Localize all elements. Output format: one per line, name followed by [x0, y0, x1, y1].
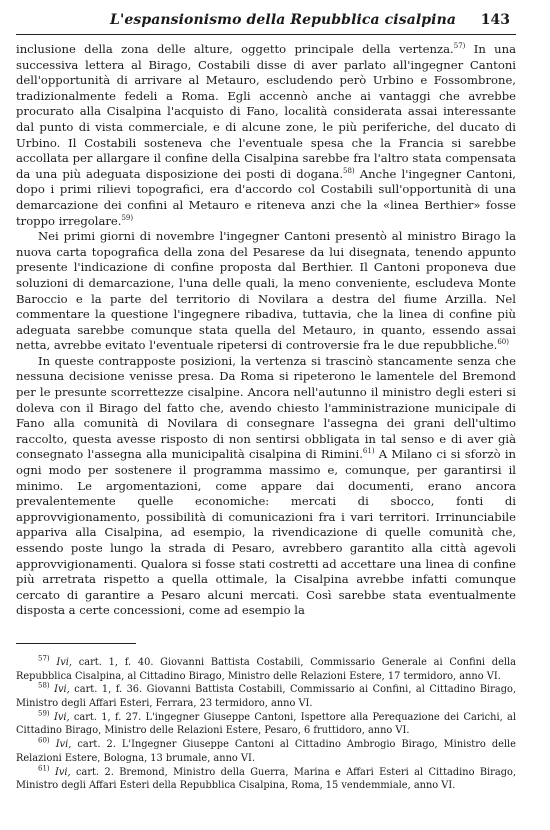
- footnote-marker: 58): [343, 166, 355, 175]
- footnote-marker: 57): [453, 42, 466, 51]
- footnote-text: cart. 1, f. 27. L'ingegner Giuseppe Cantoni, Ispettore alla Perequazione dei Carichi, al Cittadino Birago, Ministro delle Relazioni Estere, Pesaro, 6 fruttidoro, anno VI.: [16, 711, 516, 737]
- footnote-text: cart. 2. Bremond, Ministro della Guerra, Marina e Affari Esteri al Cittadino Birago, Ministro degli Affari Esteri della Repubblica Cisalpina, Roma, 15 vendemmiale, anno VI.: [16, 766, 516, 792]
- text-run: inclusione della zona delle alture, oggetto principale della vertenza.: [16, 42, 454, 56]
- running-title: L'espansionismo della Repubblica cisalpina: [110, 12, 457, 28]
- footnote-ref: Ivi,: [54, 684, 70, 696]
- footnote: [16, 683, 516, 710]
- footnote-text: cart. 1, f. 40. Giovanni Battista Costabili, Commissario Generale ai Confini della Repubblica Cisalpina, al Cittadino Birago, Ministro delle Relazioni Estere, 17 termidoro, anno VI.: [16, 656, 516, 682]
- footnote-marker: 60): [497, 338, 509, 347]
- footnote: [16, 656, 516, 683]
- footnote-ref: Ivi,: [55, 739, 72, 751]
- main-text: [16, 42, 516, 619]
- footnote-ref: Ivi,: [56, 656, 73, 668]
- running-header: [16, 12, 516, 35]
- text-run: Anche l'ingegner Cantoni, dopo i primi rilievi topografici, era d'accordo col Costabili sull'opportunità di una demarcazione dei confini al Metauro e riteneva anzi che la «linea Berthier» fosse troppo irregolare.: [16, 166, 516, 228]
- footnote-marker: 61): [362, 447, 375, 456]
- footnotes: [16, 656, 516, 793]
- paragraph: [16, 229, 516, 354]
- footnote-number: 57): [38, 654, 50, 663]
- footnote-number: 59): [38, 709, 50, 718]
- footnote: [16, 766, 516, 793]
- footnote-ref: Ivi,: [53, 711, 70, 723]
- footnote: [16, 738, 516, 765]
- book-page: [16, 12, 516, 793]
- footnote-text: cart. 2. L'Ingegner Giuseppe Cantoni al Cittadino Ambrogio Birago, Ministro delle Relazioni Estere, Bologna, 13 brumale, anno VI.: [16, 739, 516, 764]
- footnote-text: cart. 1, f. 36. Giovanni Battista Costabili, Commissario ai Confini, al Cittadino Birago, Ministro degli Affari Esteri, Ferrara, 23 termidoro, anno VI.: [16, 684, 516, 710]
- footnote-number: 58): [38, 682, 50, 691]
- footnote-number: 60): [38, 736, 50, 745]
- footnote: [16, 711, 516, 738]
- paragraph: [16, 354, 516, 619]
- page-number: 143: [480, 12, 510, 28]
- text-run: In una successiva lettera al Birago, Costabili disse di aver parlato all'ingegner Cantoni dell'opportunità di arrivare al Metauro, escludendo però Urbino e Fossombrone, tradizionalmente fedeli a Roma. Egli accennò anche ai vantaggi che avrebbe procurato alla Cisalpina l'acquisto di Fano, località considerata assai interessante dal punto di vista commerciale, e di alcune zone, le più periferiche, del ducato di Urbino. Il Costabili sosteneva che l'eventuale spesa che la Francia si sarebbe accollata per allargare il confine della Cisalpina sarebbe fra l'altro stata compensata da una più adeguata disposizione dei posti di dogana.: [16, 42, 517, 181]
- footnote-ref: Ivi,: [55, 766, 71, 778]
- text-run: In queste contrapposte posizioni, la vertenza si trascinò stancamente senza che nessuna decisione venisse presa. Da Roma si ripeterono le lamentele del Bremond per le presunte scorrettezze cisalpine. Ancora nell'autunno il ministro degli esteri si doleva con il Birago del fatto che, avendo chiesto l'amministrazione municipale di Fano alla comunità di Novilara di consegnare l'assegna dei grani dell'ultimo raccolto, questa avesse risposto di non sentirsi obbligata in tal senso e di aver già consegnato l'assegna alla municipalità cisalpina di Rimini.: [16, 353, 516, 462]
- footnote-divider: [16, 643, 136, 644]
- footnote-marker: 59): [121, 213, 134, 222]
- paragraph: [16, 42, 516, 229]
- text-run: Nei primi giorni di novembre l'ingegner Cantoni presentò al ministro Birago la nuova carta topografica della zona del Pesarese da lui disegnata, tenendo appunto presente l'indicazione di confine proposta dal Berthier. Il Cantoni proponeva due soluzioni di demarcazione, l'una delle quali, la meno conveniente, escludeva Monte Baroccio e la parte del territorio di Novilara a destra del fiume Arzilla. Nel commentare la questione l'ingegnere ribadiva, tuttavia, che la linea di confine più adeguata sarebbe comunque stata quella del Metauro, in quanto, essendo assai netta, avrebbe evitato l'eventuale ripetersi di controversie fra le due repubbliche.: [16, 229, 516, 353]
- footnote-number: 61): [38, 764, 50, 773]
- text-run: A Milano ci si sforzò in ogni modo per sostenere il programma massimo e, comunque, per garantirsi il minimo. Le argomentazioni, come appare dai documenti, erano ancora prevalentemente quelle economiche: mercati di sbocco, fonti di approvvigionamento, possibilità di comunicazioni fra i vari territori. Irrinunciabile appariva alla Cisalpina, ad esempio, la rivendicazione di quelle comunità che, essendo poste lungo la strada di Pesaro, avrebbero garantito alla città agevoli approvvigionamenti. Qualora si fosse stati costretti ad accettare una linea di confine più arretrata rispetto a quella ottimale, la Cisalpina avrebbe infatti comunque cercato di garantire a Pesaro alcuni mercati. Così sarebbe stata eventualmente disposta a certe concessioni, come ad esempio la: [16, 447, 516, 618]
